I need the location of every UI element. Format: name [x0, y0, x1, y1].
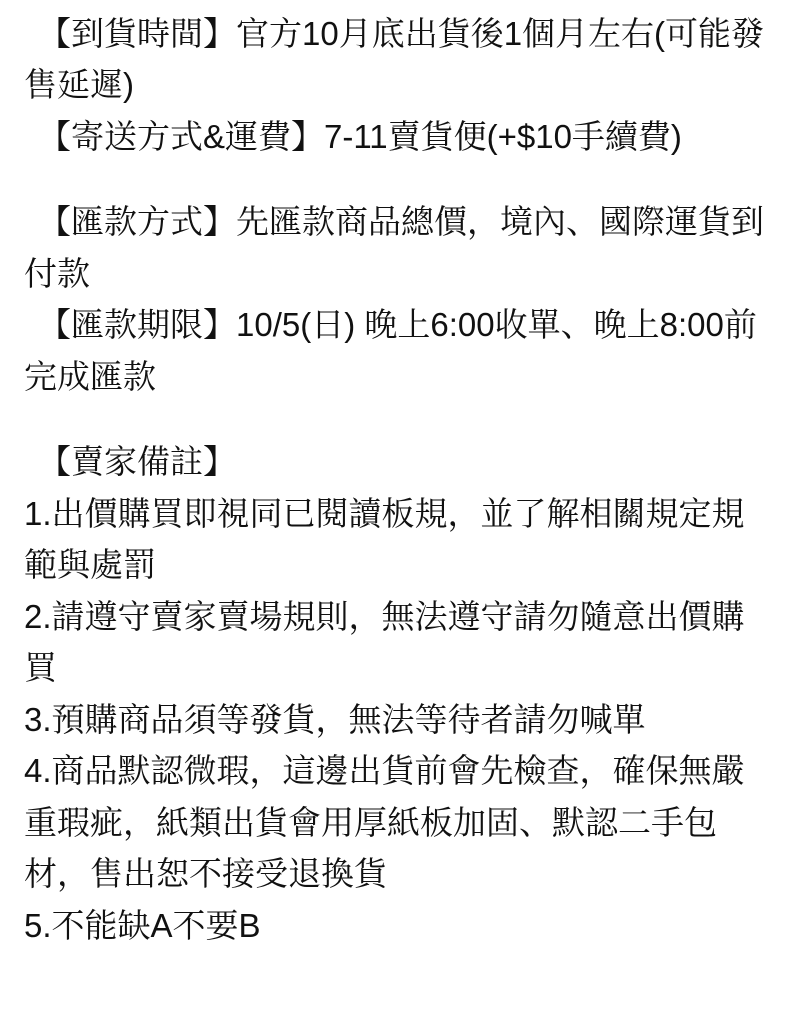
- section-spacer-1: [24, 162, 773, 196]
- payment-deadline-line: 【匯款期限】10/5(日) 晚上6:00收單、晚上8:00前完成匯款: [24, 306, 757, 395]
- seller-note-item: 4.商品默認微瑕，這邊出貨前會先檢查，確保無嚴重瑕疵，紙類出貨會用厚紙板加固、默認二手包材，售出恕不接受退換貨: [24, 752, 745, 893]
- seller-note-item: 2.請遵守賣家賣場規則，無法遵守請勿隨意出價購買: [24, 597, 745, 687]
- seller-note-item: 1.出價購買即視同已閱讀板規，並了解相關規定規範與處罰: [24, 494, 745, 584]
- seller-note-item: 3.預購商品須等發貨，無法等待者請勿喊單: [24, 700, 646, 738]
- seller-note-item: 5.不能缺A不要B: [24, 906, 261, 944]
- section-spacer-2: [24, 402, 773, 436]
- seller-notes-heading: 【賣家備註】: [38, 443, 236, 481]
- shipping-method-line: 【寄送方式&運費】7-11賣貨便(+$10手續費): [38, 117, 682, 155]
- payment-method-line: 【匯款方式】先匯款商品總價，境內、國際運貨到付款: [24, 203, 764, 292]
- arrival-time-line: 【到貨時間】官方10月底出貨後1個月左右(可能發售延遲): [24, 15, 765, 104]
